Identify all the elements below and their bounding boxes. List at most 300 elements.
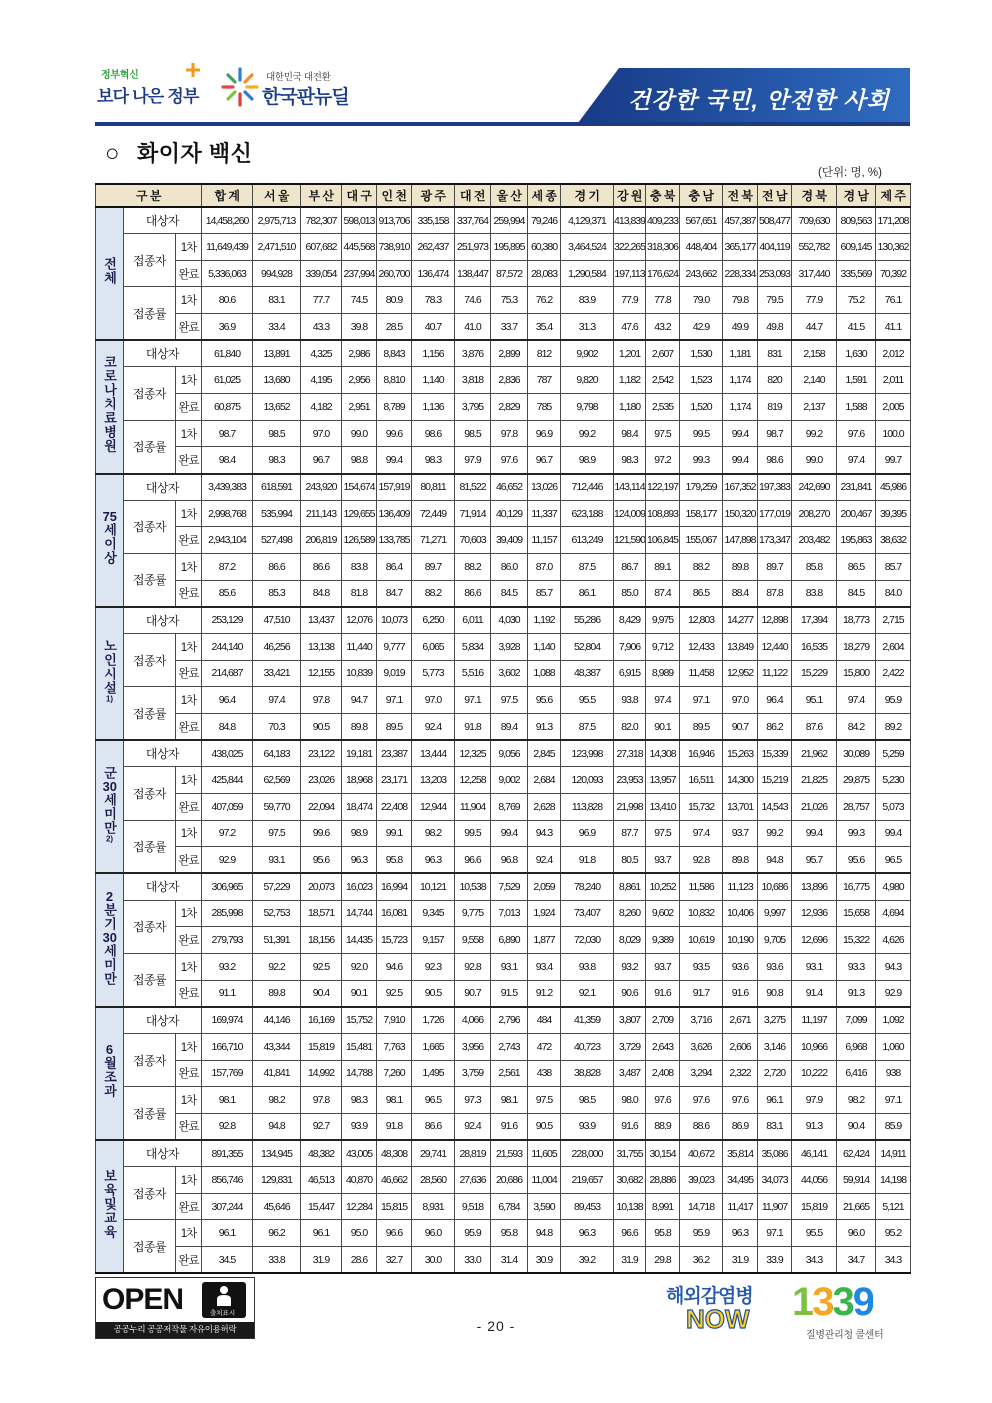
data-cell: 108,893 [646, 500, 680, 527]
data-cell: 92.5 [377, 980, 412, 1007]
data-cell: 16,775 [837, 873, 876, 900]
data-cell: 40,129 [491, 500, 528, 527]
row-sublabel-complete: 완료 [176, 1060, 202, 1087]
region-header: 서 울 [253, 184, 301, 207]
data-cell: 93.4 [528, 953, 561, 980]
data-cell: 14,911 [876, 1140, 911, 1167]
row-label-target: 대상자 [124, 873, 202, 900]
data-cell: 14,788 [342, 1060, 377, 1087]
data-cell: 9,602 [646, 900, 680, 927]
data-cell: 3,487 [614, 1060, 646, 1087]
data-cell: 195,863 [837, 527, 876, 554]
data-cell: 242,690 [792, 474, 837, 501]
data-cell: 85.6 [202, 580, 253, 607]
open-logo-text: OPEN [102, 1283, 184, 1316]
data-cell: 123,998 [561, 740, 614, 767]
data-cell: 1,924 [528, 900, 561, 927]
data-cell: 307,244 [202, 1193, 253, 1220]
data-cell: 98.0 [614, 1087, 646, 1114]
data-cell: 9,705 [758, 927, 792, 954]
data-cell: 98.4 [614, 420, 646, 447]
data-cell: 318,306 [646, 234, 680, 261]
data-cell: 86.9 [723, 1113, 758, 1140]
data-cell: 83.1 [758, 1113, 792, 1140]
data-cell: 3,818 [455, 367, 491, 394]
data-cell: 3,716 [680, 1007, 723, 1034]
data-cell: 94.8 [253, 1113, 301, 1140]
data-cell: 93.8 [561, 953, 614, 980]
data-cell: 15,819 [301, 1033, 342, 1060]
region-header: 울 산 [491, 184, 528, 207]
data-cell: 98.5 [561, 1087, 614, 1114]
data-cell: 607,682 [301, 234, 342, 261]
data-cell: 100.0 [876, 420, 911, 447]
data-cell: 203,482 [792, 527, 837, 554]
data-cell: 10,190 [723, 927, 758, 954]
data-cell: 157,769 [202, 1060, 253, 1087]
data-cell: 15,229 [792, 660, 837, 687]
data-cell: 87.2 [202, 554, 253, 581]
data-cell: 28,757 [837, 793, 876, 820]
data-cell: 11,004 [528, 1167, 561, 1194]
data-cell: 12,944 [412, 793, 455, 820]
data-cell: 1,520 [680, 394, 723, 421]
data-cell: 41.5 [837, 314, 876, 341]
data-cell: 3,439,383 [202, 474, 253, 501]
data-cell: 819 [758, 394, 792, 421]
row-sublabel-first: 1차 [176, 367, 202, 394]
group-label [102, 766, 117, 843]
overseas-logo-top-text: 해외감염병 [666, 1286, 753, 1307]
data-cell: 55,286 [561, 607, 614, 634]
row-sublabel-complete: 완료 [176, 580, 202, 607]
data-cell: 31.4 [491, 1247, 528, 1274]
data-cell: 552,782 [792, 234, 837, 261]
data-cell: 80.6 [202, 287, 253, 314]
data-cell: 44,146 [253, 1007, 301, 1034]
data-cell: 1,192 [528, 607, 561, 634]
data-cell: 34.3 [876, 1247, 911, 1274]
data-cell: 243,662 [680, 260, 723, 287]
data-cell: 95.5 [561, 687, 614, 714]
data-cell: 79.5 [758, 287, 792, 314]
table-row [96, 234, 911, 261]
data-cell: 16,511 [680, 767, 723, 794]
table-row [96, 580, 911, 607]
data-cell: 80,811 [412, 474, 455, 501]
data-cell: 96.6 [377, 1220, 412, 1247]
data-cell: 71,914 [455, 500, 491, 527]
row-sublabel-complete: 완료 [176, 980, 202, 1007]
data-cell: 1,182 [614, 367, 646, 394]
data-cell: 98.7 [202, 420, 253, 447]
table-row [96, 1167, 911, 1194]
data-cell: 33.7 [491, 314, 528, 341]
row-sublabel-complete: 완료 [176, 793, 202, 820]
data-cell: 97.6 [837, 420, 876, 447]
data-cell: 60,380 [528, 234, 561, 261]
data-cell: 95.0 [342, 1220, 377, 1247]
data-cell: 5,259 [876, 740, 911, 767]
data-cell: 48,387 [561, 660, 614, 687]
data-cell: 2,709 [646, 1007, 680, 1034]
data-cell: 11,904 [455, 793, 491, 820]
data-cell: 89,453 [561, 1193, 614, 1220]
table-row [96, 607, 911, 634]
data-cell: 21,665 [837, 1193, 876, 1220]
data-cell: 88.2 [680, 554, 723, 581]
data-cell: 3,464,524 [561, 234, 614, 261]
data-cell: 13,652 [253, 394, 301, 421]
newdeal-logo-small-text: 대한민국 대전환 [266, 72, 331, 83]
data-cell: 23,387 [377, 740, 412, 767]
data-cell: 3,590 [528, 1193, 561, 1220]
table-row [96, 207, 911, 234]
data-cell: 129,655 [342, 500, 377, 527]
data-cell: 87.7 [614, 820, 646, 847]
data-cell: 87.4 [646, 580, 680, 607]
data-cell: 8,429 [614, 607, 646, 634]
data-cell: 97.5 [491, 687, 528, 714]
data-cell: 41,359 [561, 1007, 614, 1034]
data-cell: 89.7 [758, 554, 792, 581]
data-cell: 92.2 [253, 953, 301, 980]
data-cell: 46,513 [301, 1167, 342, 1194]
gov-logo-small-text: 정부혁신 [101, 70, 139, 81]
data-cell: 89.5 [377, 713, 412, 740]
row-sublabel-first: 1차 [176, 420, 202, 447]
data-cell: 12,076 [342, 607, 377, 634]
data-cell: 262,437 [412, 234, 455, 261]
data-cell: 91.1 [202, 980, 253, 1007]
data-cell: 253,093 [758, 260, 792, 287]
row-sublabel-complete: 완료 [176, 1193, 202, 1220]
data-cell: 98.1 [491, 1087, 528, 1114]
data-cell: 99.3 [680, 447, 723, 474]
data-cell: 70,603 [455, 527, 491, 554]
data-cell: 97.8 [301, 687, 342, 714]
table-row [96, 980, 911, 1007]
data-cell: 8,843 [377, 340, 412, 367]
row-label-vaccinated: 접종자 [124, 900, 176, 953]
data-cell: 95.6 [837, 847, 876, 874]
data-cell: 92.9 [202, 847, 253, 874]
table-row [96, 554, 911, 581]
data-cell: 1,665 [412, 1033, 455, 1060]
data-cell: 206,819 [301, 527, 342, 554]
data-cell: 337,764 [455, 207, 491, 234]
data-cell: 13,896 [792, 873, 837, 900]
data-cell: 93.9 [561, 1113, 614, 1140]
data-cell: 23,026 [301, 767, 342, 794]
data-cell: 2,542 [646, 367, 680, 394]
table-row [96, 953, 911, 980]
data-cell: 17,394 [792, 607, 837, 634]
data-cell: 4,066 [455, 1007, 491, 1034]
data-cell: 46,141 [792, 1140, 837, 1167]
data-cell: 93.9 [342, 1113, 377, 1140]
data-cell: 23,953 [614, 767, 646, 794]
data-cell: 787 [528, 367, 561, 394]
data-cell: 94.7 [342, 687, 377, 714]
data-cell: 98.3 [342, 1087, 377, 1114]
data-cell: 9,997 [758, 900, 792, 927]
data-cell: 92.0 [342, 953, 377, 980]
data-cell: 9,002 [491, 767, 528, 794]
data-cell: 15,752 [342, 1007, 377, 1034]
data-cell: 14,300 [723, 767, 758, 794]
row-label-vaccinated: 접종자 [124, 500, 176, 553]
data-cell: 89.4 [491, 713, 528, 740]
table-row [96, 873, 911, 900]
data-cell: 938 [876, 1060, 911, 1087]
data-cell: 93.1 [253, 847, 301, 874]
data-cell: 97.5 [646, 420, 680, 447]
data-cell: 89.2 [876, 713, 911, 740]
kogl-open-license-logo [95, 1277, 255, 1339]
data-cell: 85.0 [614, 580, 646, 607]
data-cell: 36.2 [680, 1247, 723, 1274]
data-cell: 136,409 [377, 500, 412, 527]
data-cell: 85.9 [876, 1113, 911, 1140]
data-cell: 81,522 [455, 474, 491, 501]
region-header: 제 주 [876, 184, 911, 207]
data-cell: 96.1 [301, 1220, 342, 1247]
row-sublabel-complete: 완료 [176, 713, 202, 740]
row-sublabel-first: 1차 [176, 1220, 202, 1247]
data-cell: 279,793 [202, 927, 253, 954]
data-cell: 18,773 [837, 607, 876, 634]
data-cell: 75.3 [491, 287, 528, 314]
row-sublabel-complete: 완료 [176, 260, 202, 287]
row-sublabel-first: 1차 [176, 1087, 202, 1114]
data-cell: 6,011 [455, 607, 491, 634]
data-cell: 113,828 [561, 793, 614, 820]
data-cell: 2,986 [342, 340, 377, 367]
data-cell: 2,628 [528, 793, 561, 820]
data-cell: 90.4 [301, 980, 342, 1007]
data-cell: 91.6 [491, 1113, 528, 1140]
data-cell: 97.0 [723, 687, 758, 714]
data-cell: 95.9 [876, 687, 911, 714]
data-cell: 34.7 [837, 1247, 876, 1274]
data-cell: 27,636 [455, 1167, 491, 1194]
data-cell: 98.3 [253, 447, 301, 474]
data-cell: 11,440 [342, 634, 377, 661]
data-cell: 11,337 [528, 500, 561, 527]
data-cell: 98.1 [202, 1087, 253, 1114]
data-cell: 11,605 [528, 1140, 561, 1167]
data-cell: 39.8 [342, 314, 377, 341]
group-label [102, 355, 117, 453]
data-cell: 79.0 [680, 287, 723, 314]
data-cell: 99.4 [377, 447, 412, 474]
table-row [96, 1060, 911, 1087]
data-cell: 28,560 [412, 1167, 455, 1194]
data-cell: 87.5 [561, 554, 614, 581]
data-cell: 1,140 [412, 367, 455, 394]
region-header: 광 주 [412, 184, 455, 207]
data-cell: 97.3 [455, 1087, 491, 1114]
data-cell: 96.0 [837, 1220, 876, 1247]
data-cell: 3,759 [455, 1060, 491, 1087]
data-cell: 12,696 [792, 927, 837, 954]
region-header: 합 계 [202, 184, 253, 207]
data-cell: 2,535 [646, 394, 680, 421]
data-cell: 98.8 [342, 447, 377, 474]
data-cell: 47,510 [253, 607, 301, 634]
data-cell: 78.3 [412, 287, 455, 314]
table-body [96, 207, 911, 1273]
data-cell: 90.5 [412, 980, 455, 1007]
data-cell: 90.8 [758, 980, 792, 1007]
data-cell: 59,770 [253, 793, 301, 820]
data-cell: 445,568 [342, 234, 377, 261]
data-cell: 20,686 [491, 1167, 528, 1194]
data-cell: 74.6 [455, 287, 491, 314]
data-cell: 30,089 [837, 740, 876, 767]
data-cell: 97.0 [301, 420, 342, 447]
region-header: 경 북 [792, 184, 837, 207]
data-cell: 46,256 [253, 634, 301, 661]
data-cell: 34,495 [723, 1167, 758, 1194]
data-cell: 820 [758, 367, 792, 394]
data-cell: 567,651 [680, 207, 723, 234]
data-cell: 28,886 [646, 1167, 680, 1194]
data-cell: 16,994 [377, 873, 412, 900]
row-label-rate: 접종률 [124, 1087, 176, 1140]
data-cell: 42.9 [680, 314, 723, 341]
data-cell: 77.7 [301, 287, 342, 314]
data-cell: 9,019 [377, 660, 412, 687]
group-label-cell [96, 207, 124, 340]
data-cell: 1,181 [723, 340, 758, 367]
data-cell: 98.2 [253, 1087, 301, 1114]
row-sublabel-first: 1차 [176, 634, 202, 661]
data-cell: 169,974 [202, 1007, 253, 1034]
data-cell: 8,260 [614, 900, 646, 927]
data-cell: 40,870 [342, 1167, 377, 1194]
row-sublabel-first: 1차 [176, 287, 202, 314]
data-cell: 7,906 [614, 634, 646, 661]
data-cell: 99.7 [876, 447, 911, 474]
data-cell: 99.2 [792, 420, 837, 447]
data-cell: 120,093 [561, 767, 614, 794]
data-cell: 9,777 [377, 634, 412, 661]
data-cell: 14,277 [723, 607, 758, 634]
data-cell: 9,775 [455, 900, 491, 927]
data-cell: 96.2 [253, 1220, 301, 1247]
data-cell: 12,936 [792, 900, 837, 927]
data-cell: 96.3 [342, 847, 377, 874]
data-cell: 448,404 [680, 234, 723, 261]
data-cell: 1,588 [837, 394, 876, 421]
data-cell: 28,819 [455, 1140, 491, 1167]
data-cell: 99.5 [680, 420, 723, 447]
row-sublabel-complete: 완료 [176, 927, 202, 954]
data-cell: 99.4 [876, 820, 911, 847]
data-cell: 9,389 [646, 927, 680, 954]
data-cell: 136,474 [412, 260, 455, 287]
table-row [96, 927, 911, 954]
data-cell: 2,012 [876, 340, 911, 367]
data-cell: 92.8 [202, 1113, 253, 1140]
data-cell: 99.0 [792, 447, 837, 474]
data-cell: 5,336,063 [202, 260, 253, 287]
data-cell: 93.2 [202, 953, 253, 980]
data-cell: 7,099 [837, 1007, 876, 1034]
data-cell: 12,803 [680, 607, 723, 634]
data-cell: 85.3 [253, 580, 301, 607]
data-cell: 33.4 [253, 314, 301, 341]
data-cell: 623,188 [561, 500, 614, 527]
data-cell: 29,741 [412, 1140, 455, 1167]
data-cell: 91.3 [837, 980, 876, 1007]
data-cell: 16,081 [377, 900, 412, 927]
data-cell: 95.9 [680, 1220, 723, 1247]
data-cell: 88.6 [680, 1113, 723, 1140]
data-cell: 90.7 [455, 980, 491, 1007]
data-cell: 28.5 [377, 314, 412, 341]
data-cell: 1,630 [837, 340, 876, 367]
data-cell: 32.7 [377, 1247, 412, 1274]
data-cell: 90.7 [723, 713, 758, 740]
data-cell: 3,146 [758, 1033, 792, 1060]
data-cell: 95.8 [491, 1220, 528, 1247]
data-cell: 11,458 [680, 660, 723, 687]
data-cell: 95.8 [646, 1220, 680, 1247]
data-cell: 95.6 [528, 687, 561, 714]
data-cell: 11,417 [723, 1193, 758, 1220]
data-cell: 2,140 [792, 367, 837, 394]
data-cell: 96.1 [758, 1087, 792, 1114]
data-cell: 16,946 [680, 740, 723, 767]
data-cell: 15,481 [342, 1033, 377, 1060]
data-cell: 86.0 [491, 554, 528, 581]
data-cell: 84.5 [837, 580, 876, 607]
data-cell: 13,680 [253, 367, 301, 394]
data-cell: 9,798 [561, 394, 614, 421]
group-name: 전체 [102, 257, 117, 286]
data-cell: 106,845 [646, 527, 680, 554]
data-cell: 208,270 [792, 500, 837, 527]
data-cell: 2,943,104 [202, 527, 253, 554]
region-header: 경 남 [837, 184, 876, 207]
data-cell: 99.4 [723, 447, 758, 474]
data-cell: 39,023 [680, 1167, 723, 1194]
group-label [102, 257, 117, 285]
region-header: 대 구 [342, 184, 377, 207]
data-cell: 3,795 [455, 394, 491, 421]
data-cell: 2,408 [646, 1060, 680, 1087]
data-cell: 93.7 [646, 847, 680, 874]
data-cell: 8,989 [646, 660, 680, 687]
data-cell: 95.7 [792, 847, 837, 874]
row-label-target: 대상자 [124, 607, 202, 634]
row-sublabel-first: 1차 [176, 900, 202, 927]
data-cell: 99.4 [792, 820, 837, 847]
data-cell: 13,410 [646, 793, 680, 820]
data-cell: 77.9 [614, 287, 646, 314]
row-sublabel-first: 1차 [176, 687, 202, 714]
data-cell: 94.3 [876, 953, 911, 980]
data-cell: 49.9 [723, 314, 758, 341]
group-label [102, 639, 117, 703]
data-cell: 9,518 [455, 1193, 491, 1220]
table-row [96, 713, 911, 740]
data-cell: 2,956 [342, 367, 377, 394]
data-cell: 809,563 [837, 207, 876, 234]
